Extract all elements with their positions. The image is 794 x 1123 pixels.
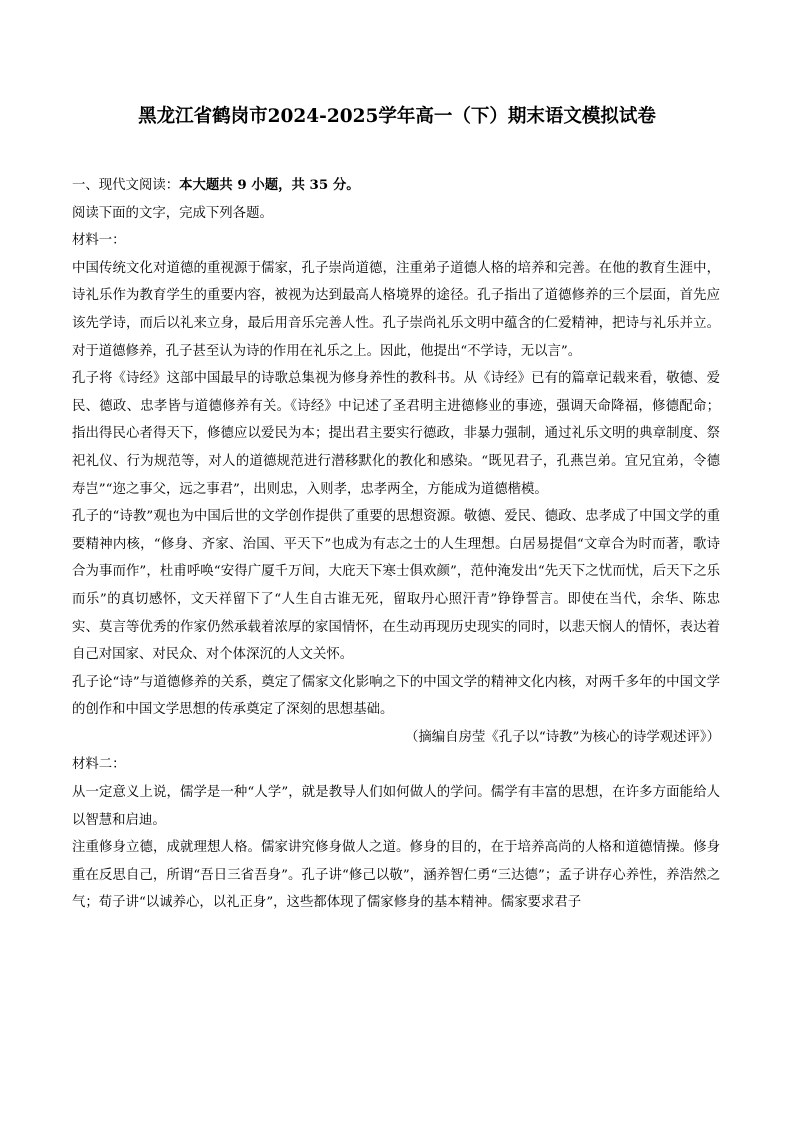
section-info: 本大题共 9 小题，共 35 分。 <box>179 177 360 193</box>
section-heading <box>72 172 720 200</box>
reading-instruction: 阅读下面的文字，完成下列各题。 <box>72 205 273 221</box>
material1-paragraph: 孔子的“诗教”观也为中国后世的文学创作提供了重要的思想资源。敬德、爱民、德政、忠孝成了中国文学的重要精神内核，“修身、齐家、治国、平天下”也成为有志之士的人生理想。白居易提倡“文章合为时而著，歌诗合为事而作”，杜甫呼唤“安得广厦千万间，大庇天下寒士俱欢颜”，范仲淹发出“先天下之忧而忧，后天下之乐而乐”的真切感怀，文天祥留下了“人生自古谁无死，留取丹心照汗青”铮铮誓言。即使在当代，余华、陈忠实、莫言等优秀的作家仍然承载着浓厚的家国情怀，在生动再现历史现实的同时，以悲天悯人的情怀，表达着自己对国家、对民众、对个体深沉的人文关怀。 <box>72 509 720 663</box>
section-prefix: 一、现代文阅读： <box>72 178 180 193</box>
material1-label: 材料一： <box>72 233 126 249</box>
material1-source: （摘编自房莹《孔子以“诗教”为核心的诗学观述评》） <box>405 729 720 745</box>
material1-paragraph: 中国传统文化对道德的重视源于儒家，孔子崇尚道德，注重弟子道德人格的培养和完善。在他的教育生涯中，诗礼乐作为教育学生的重要内容，被视为达到最高人格境界的途径。孔子指出了道德修养的三个层面，首先应该先学诗，而后以礼来立身，最后用音乐完善人性。孔子崇尚礼乐文明中蕴含的仁爱精神，把诗与礼乐并立。对于道德修养，孔子甚至认为诗的作用在礼乐之上。因此，他提出“不学诗，无以言”。 <box>72 260 720 359</box>
material2-paragraph: 从一定意义上说，儒学是一种“人学”，就是教导人们如何做人的学问。儒学有丰富的思想，在许多方面能给人以智慧和启迪。 <box>72 785 720 828</box>
material2-label: 材料二： <box>72 757 126 773</box>
material2-paragraph: 注重修身立德，成就理想人格。儒家讲究修身做人之道。修身的目的，在于培养高尚的人格和道德情操。修身重在反思自己，所谓“吾日三省吾身”。孔子讲“修己以敬”，涵养智仁勇“三达德”；孟子讲存心养性，养浩然之气；荀子讲“以诚养心，以礼正身”，这些都体现了儒家修身的基本精神。儒家要求君子 <box>72 840 720 911</box>
document-title: 黑龙江省鹤岗市2024-2025学年高一（下）期末语文模拟试卷 <box>138 106 656 127</box>
material1-paragraph: 孔子将《诗经》这部中国最早的诗歌总集视为修身养性的教科书。从《诗经》已有的篇章记载来看，敬德、爱民、德政、忠孝皆与道德修养有关。《诗经》中记述了圣君明主进德修业的事迹，强调天命降福，修德配命；指出得民心者得天下，修德应以爱民为本；提出君主要实行德政，非暴力强制，通过礼乐文明的典章制度、祭祀礼仪、行为规范等，对人的道德规范进行潜移默化的教化和感染。“既见君子，孔燕岂弟。宜兄宜弟，令德寿岂”“迩之事父，远之事君”，出则忠，入则孝，忠孝两全，方能成为道德楷模。 <box>72 371 720 497</box>
material1-paragraph: 孔子论“诗”与道德修养的关系，奠定了儒家文化影响之下的中国文学的精神文化内核，对两千多年的中国文学的创作和中国文学思想的传承奠定了深刻的思想基础。 <box>72 674 720 718</box>
document-body <box>72 172 720 917</box>
